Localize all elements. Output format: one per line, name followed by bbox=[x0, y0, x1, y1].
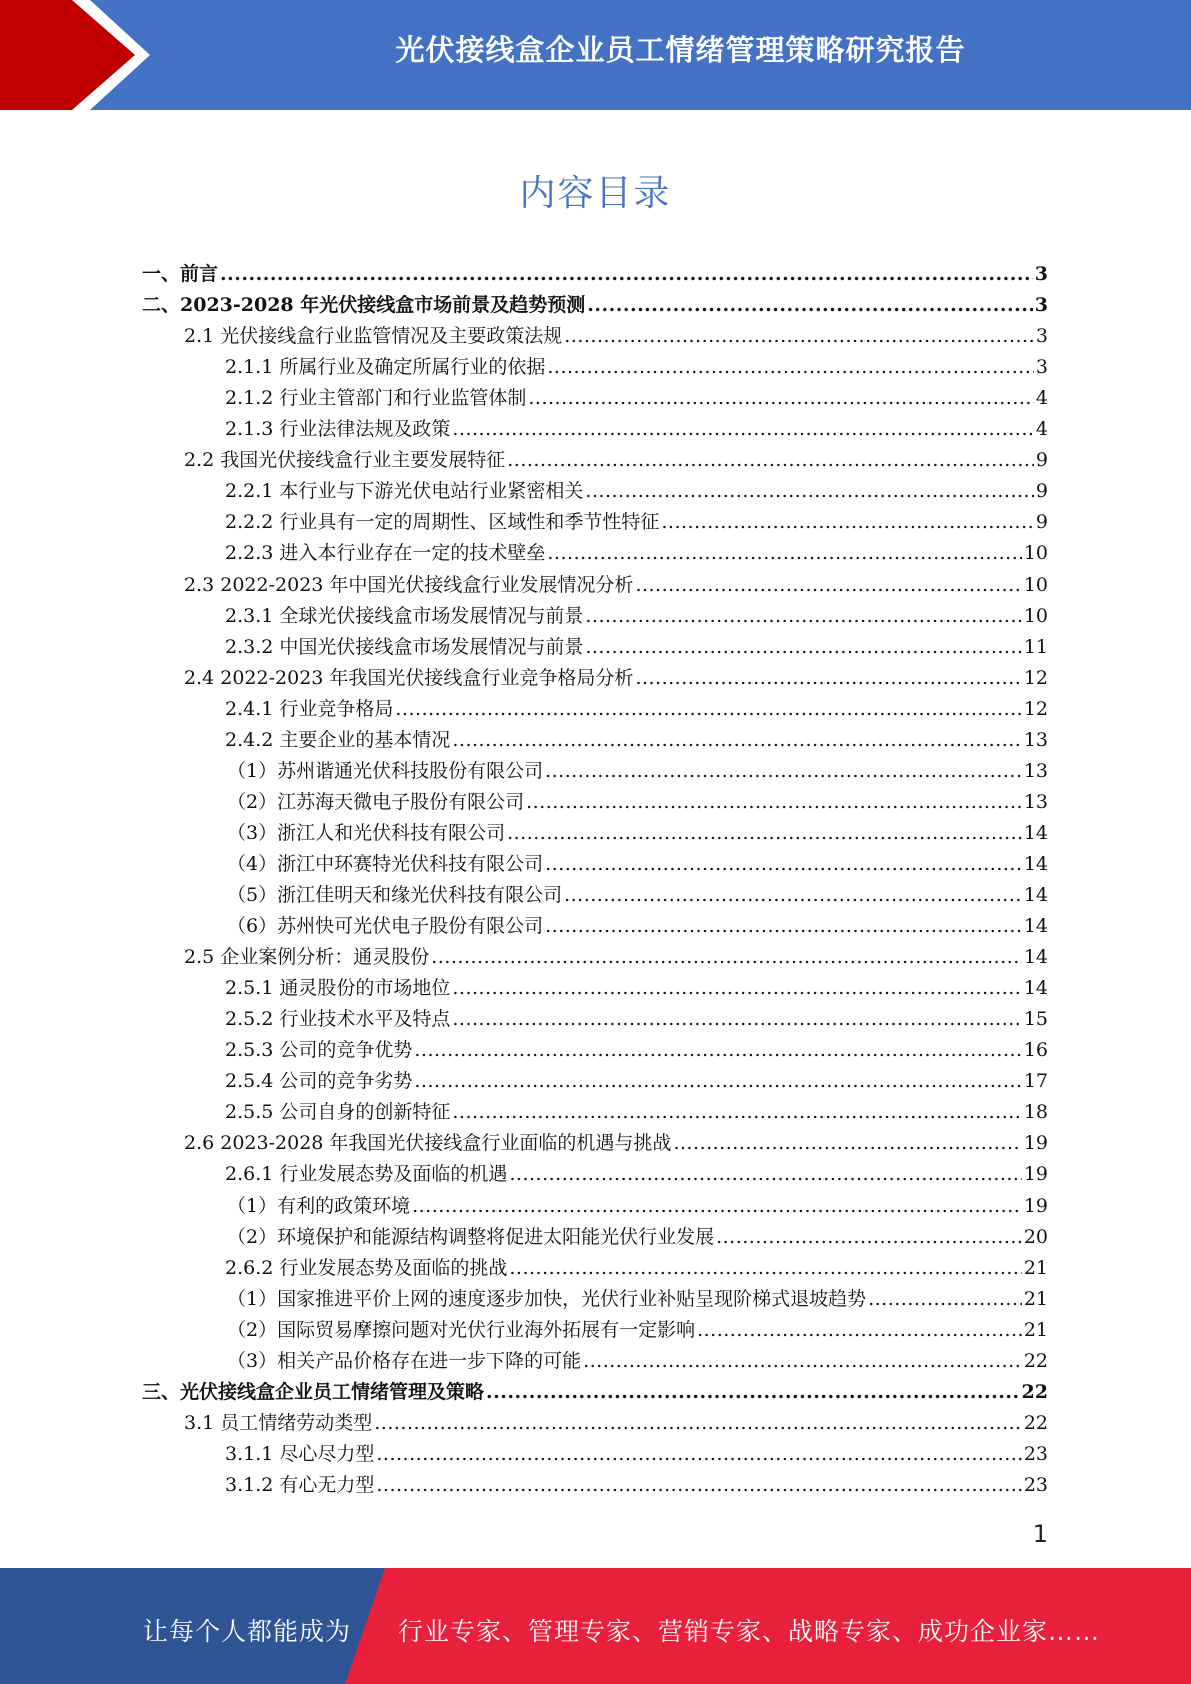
toc-entry[interactable] bbox=[227, 1341, 1048, 1372]
toc-dot-leader bbox=[545, 760, 1022, 782]
toc-entry-label: （1）苏州谐通光伏科技股份有限公司 bbox=[227, 759, 544, 782]
toc-entry-label: 2.3 2022-2023 年中国光伏接线盒行业发展情况分析 bbox=[184, 573, 634, 596]
toc-entry-page: 22 bbox=[1023, 1411, 1048, 1434]
toc-entry[interactable] bbox=[142, 254, 1048, 285]
toc-dot-leader bbox=[564, 884, 1022, 906]
toc-entry-page: 22 bbox=[1021, 1380, 1048, 1403]
toc-entry-label: 3.1.1 尽心尽力型 bbox=[225, 1442, 375, 1465]
toc-heading: 内容目录 bbox=[519, 173, 672, 214]
toc-entry-page: 3 bbox=[1034, 263, 1048, 285]
footer-slogan-left: 让每个人都能成为 bbox=[143, 1617, 352, 1646]
toc-entry-label: 2.2.2 行业具有一定的周期性、区域性和季节性特征 bbox=[225, 511, 660, 534]
toc-entry-page: 9 bbox=[1035, 480, 1048, 503]
footer-slogan-right: 行业专家、管理专家、营销专家、战略专家、成功企业家…… bbox=[398, 1617, 1101, 1646]
toc-entry-label: （3）浙江人和光伏科技有限公司 bbox=[227, 821, 506, 844]
toc-entry-page: 18 bbox=[1023, 1101, 1048, 1124]
toc-entry-page: 17 bbox=[1023, 1070, 1048, 1093]
toc-dot-leader bbox=[431, 946, 1022, 968]
toc-entry[interactable] bbox=[227, 782, 1048, 813]
toc-dot-leader bbox=[716, 1226, 1022, 1248]
toc-entry-page: 9 bbox=[1035, 511, 1048, 534]
toc-entry[interactable] bbox=[225, 1061, 1048, 1092]
toc-dot-leader bbox=[673, 1132, 1021, 1154]
toc-entry-page: 19 bbox=[1023, 1132, 1048, 1155]
toc-entry-label: 2.5.2 行业技术水平及特点 bbox=[225, 1008, 451, 1031]
toc-entry-label: 2.1.1 所属行业及确定所属行业的依据 bbox=[225, 356, 546, 379]
toc-entry-page: 4 bbox=[1035, 418, 1048, 441]
toc-entry-label: 2.4 2022-2023 年我国光伏接线盒行业竞争格局分析 bbox=[184, 666, 634, 689]
toc-entry[interactable] bbox=[227, 813, 1048, 844]
toc-entry-page: 21 bbox=[1023, 1256, 1048, 1279]
report-title: 光伏接线盒企业员工情绪管理策略研究报告 bbox=[395, 33, 966, 67]
toc-entry-page: 15 bbox=[1023, 1008, 1048, 1031]
toc-entry[interactable] bbox=[225, 1092, 1048, 1123]
toc-entry[interactable] bbox=[225, 409, 1048, 440]
toc-entry-label: 二、2023-2028 年光伏接线盒市场前景及趋势预测 bbox=[142, 294, 586, 317]
toc-dot-leader bbox=[635, 574, 1021, 596]
toc-entry[interactable] bbox=[227, 844, 1048, 875]
toc-entry[interactable] bbox=[225, 347, 1048, 378]
toc-entry[interactable] bbox=[225, 1434, 1048, 1465]
toc-entry-label: （2）江苏海天微电子股份有限公司 bbox=[227, 790, 525, 813]
toc-entry[interactable] bbox=[184, 440, 1048, 471]
toc-entry-label: 2.2.1 本行业与下游光伏电站行业紧密相关 bbox=[225, 480, 584, 503]
toc-entry-page: 12 bbox=[1023, 697, 1048, 720]
toc-entry-page: 23 bbox=[1023, 1473, 1048, 1496]
toc-dot-leader bbox=[583, 1350, 1022, 1372]
toc-entry-label: 2.4.2 主要企业的基本情况 bbox=[225, 728, 451, 751]
toc-entry-label: 2.6.1 行业发展态势及面临的机遇 bbox=[225, 1163, 508, 1186]
toc-entry-label: （4）浙江中环赛特光伏科技有限公司 bbox=[227, 852, 544, 875]
toc-entry[interactable] bbox=[225, 471, 1048, 502]
toc-dot-leader bbox=[395, 698, 1021, 720]
toc-entry-page: 3 bbox=[1034, 294, 1048, 317]
toc-entry[interactable] bbox=[227, 1279, 1048, 1310]
toc-entry-label: 2.5.4 公司的竞争劣势 bbox=[225, 1070, 413, 1093]
toc-entry-label: 2.3.2 中国光伏接线盒市场发展情况与前景 bbox=[225, 635, 584, 658]
toc-dot-leader bbox=[545, 853, 1022, 875]
toc-dot-leader bbox=[412, 1195, 1022, 1217]
toc-entry[interactable] bbox=[227, 1310, 1048, 1341]
toc-entry-page: 19 bbox=[1023, 1163, 1048, 1186]
toc-entry[interactable] bbox=[225, 999, 1048, 1030]
toc-entry-page: 14 bbox=[1023, 821, 1048, 844]
page-footer bbox=[0, 1568, 1191, 1684]
toc-entry-label: 2.1.3 行业法律法规及政策 bbox=[225, 418, 451, 441]
toc-dot-leader bbox=[509, 1163, 1021, 1185]
toc-dot-leader bbox=[545, 915, 1022, 937]
toc-dot-leader bbox=[547, 356, 1034, 378]
toc-entry-label: （2）环境保护和能源结构调整将促进太阳能光伏行业发展 bbox=[227, 1225, 715, 1248]
toc-entry-label: 2.6 2023-2028 年我国光伏接线盒行业面临的机遇与挑战 bbox=[184, 1132, 672, 1155]
toc-entry-page: 22 bbox=[1023, 1349, 1048, 1372]
toc-entry-page: 13 bbox=[1023, 790, 1048, 813]
toc-entry-page: 10 bbox=[1023, 573, 1048, 596]
toc-entry-page: 21 bbox=[1023, 1318, 1048, 1341]
toc-entry[interactable] bbox=[225, 533, 1048, 564]
toc-entry[interactable] bbox=[227, 906, 1048, 937]
page-number: 1 bbox=[1032, 1520, 1048, 1548]
toc-entry[interactable] bbox=[142, 1372, 1048, 1403]
toc-entry-page: 11 bbox=[1023, 635, 1048, 658]
toc-entry-page: 9 bbox=[1035, 449, 1048, 472]
toc-dot-leader bbox=[547, 542, 1021, 564]
toc-entry-label: 2.2.3 进入本行业存在一定的技术壁垒 bbox=[225, 542, 546, 565]
toc-dot-leader bbox=[528, 387, 1034, 409]
toc-entry-page: 16 bbox=[1023, 1039, 1048, 1062]
toc-dot-leader bbox=[486, 1381, 1020, 1403]
toc-entry[interactable] bbox=[227, 1186, 1048, 1217]
toc-dot-leader bbox=[526, 791, 1022, 813]
toc-entry-page: 13 bbox=[1023, 728, 1048, 751]
toc-entry-label: （3）相关产品价格存在进一步下降的可能 bbox=[227, 1349, 582, 1372]
toc-dot-leader bbox=[452, 977, 1021, 999]
toc-entry-page: 14 bbox=[1023, 884, 1048, 906]
toc-entry-page: 10 bbox=[1023, 542, 1048, 565]
toc-entry[interactable] bbox=[225, 1154, 1048, 1185]
toc-dot-leader bbox=[414, 1039, 1021, 1061]
toc-dot-leader bbox=[374, 1412, 1022, 1434]
toc-entry[interactable] bbox=[225, 502, 1048, 533]
toc-entry-page: 14 bbox=[1023, 852, 1048, 875]
toc-dot-leader bbox=[635, 667, 1021, 689]
toc-dot-leader bbox=[509, 1257, 1021, 1279]
toc-entry[interactable] bbox=[227, 751, 1048, 782]
arrow-logo-icon bbox=[0, 0, 160, 110]
toc-entry-label: 2.3.1 全球光伏接线盒市场发展情况与前景 bbox=[225, 604, 584, 627]
toc-dot-leader bbox=[661, 511, 1034, 533]
toc-entry-page: 14 bbox=[1023, 915, 1048, 938]
toc-entry-label: 2.5.3 公司的竞争优势 bbox=[225, 1039, 413, 1062]
toc-entry[interactable] bbox=[225, 627, 1048, 658]
toc-entry-page: 10 bbox=[1023, 604, 1048, 627]
toc-dot-leader bbox=[868, 1288, 1022, 1310]
toc-entry-label: （1）有利的政策环境 bbox=[227, 1194, 411, 1217]
toc-entry-page: 20 bbox=[1023, 1225, 1048, 1248]
toc-dot-leader bbox=[564, 325, 1034, 347]
toc-entry[interactable] bbox=[184, 1403, 1048, 1434]
toc-entry-label: 2.5.1 通灵股份的市场地位 bbox=[225, 977, 451, 1000]
toc-entry-page: 4 bbox=[1035, 387, 1048, 410]
toc-entry-page: 14 bbox=[1023, 946, 1048, 969]
toc-entry-label: 3.1.2 有心无力型 bbox=[225, 1473, 375, 1496]
toc-dot-leader bbox=[585, 480, 1034, 502]
toc-entry-page: 23 bbox=[1023, 1442, 1048, 1465]
toc-dot-leader bbox=[585, 636, 1021, 658]
toc-dot-leader bbox=[376, 1443, 1021, 1465]
toc-entry-label: 2.4.1 行业竞争格局 bbox=[225, 697, 394, 720]
page-header bbox=[0, 0, 1191, 110]
toc-entry[interactable] bbox=[184, 565, 1048, 596]
toc-dot-leader bbox=[452, 418, 1034, 440]
toc-entry[interactable] bbox=[225, 1030, 1048, 1061]
toc-dot-leader bbox=[697, 1319, 1022, 1341]
toc-entry[interactable] bbox=[142, 285, 1048, 316]
toc-entry-label: 2.5.5 公司自身的创新特征 bbox=[225, 1101, 451, 1124]
toc-entry-page: 13 bbox=[1023, 759, 1048, 782]
toc-entry-label: （1）国家推进平价上网的速度逐步加快，光伏行业补贴呈现阶梯式退坡趋势 bbox=[227, 1287, 867, 1310]
toc-dot-leader bbox=[376, 1474, 1021, 1496]
toc-entry[interactable] bbox=[225, 378, 1048, 409]
toc-entry[interactable] bbox=[184, 316, 1048, 347]
toc-entry-label: 三、光伏接线盒企业员工情绪管理及策略 bbox=[142, 1380, 485, 1403]
toc-entry-label: （6）苏州快可光伏电子股份有限公司 bbox=[227, 915, 544, 938]
toc-entry-label: 3.1 员工情绪劳动类型 bbox=[184, 1411, 373, 1434]
toc-entry-label: 2.2 我国光伏接线盒行业主要发展特征 bbox=[184, 449, 506, 472]
toc-entry[interactable] bbox=[227, 875, 1048, 906]
toc-entry-label: 2.1.2 行业主管部门和行业监管体制 bbox=[225, 387, 527, 410]
toc-entry[interactable] bbox=[227, 1217, 1048, 1248]
toc-dot-leader bbox=[220, 263, 1033, 285]
toc-entry[interactable] bbox=[225, 596, 1048, 627]
toc-entry-label: 2.6.2 行业发展态势及面临的挑战 bbox=[225, 1256, 508, 1279]
toc-entry-label: （2）国际贸易摩擦问题对光伏行业海外拓展有一定影响 bbox=[227, 1318, 696, 1341]
toc-dot-leader bbox=[452, 1008, 1021, 1030]
toc-dot-leader bbox=[452, 1101, 1021, 1123]
toc-entry[interactable] bbox=[184, 658, 1048, 689]
toc-entry-label: 2.5 企业案例分析：通灵股份 bbox=[184, 946, 430, 969]
toc-entry-page: 12 bbox=[1023, 666, 1048, 689]
toc-dot-leader bbox=[414, 1070, 1021, 1092]
toc-entry-page: 14 bbox=[1023, 977, 1048, 1000]
toc-entry[interactable] bbox=[184, 1123, 1048, 1154]
toc-entry-page: 19 bbox=[1023, 1194, 1048, 1217]
toc-entry[interactable] bbox=[225, 689, 1048, 720]
toc-entry-page: 21 bbox=[1023, 1287, 1048, 1310]
toc-entry[interactable] bbox=[225, 720, 1048, 751]
toc-entry-label: 2.1 光伏接线盒行业监管情况及主要政策法规 bbox=[184, 325, 563, 348]
toc-entry-label: （5）浙江佳明天和缘光伏科技有限公司 bbox=[227, 884, 563, 906]
toc-entry[interactable] bbox=[184, 937, 1048, 968]
toc-dot-leader bbox=[507, 449, 1034, 471]
toc-entry-label: 一、前言 bbox=[142, 263, 219, 285]
toc-entry-page: 3 bbox=[1035, 356, 1048, 379]
toc-dot-leader bbox=[507, 822, 1022, 844]
toc-dot-leader bbox=[452, 729, 1021, 751]
toc-entry[interactable] bbox=[225, 1465, 1048, 1496]
toc-entry[interactable] bbox=[225, 1248, 1048, 1279]
toc-entry[interactable] bbox=[225, 968, 1048, 999]
toc-dot-leader bbox=[585, 605, 1021, 627]
toc-entry-page: 3 bbox=[1035, 325, 1048, 348]
toc-dot-leader bbox=[587, 294, 1033, 316]
